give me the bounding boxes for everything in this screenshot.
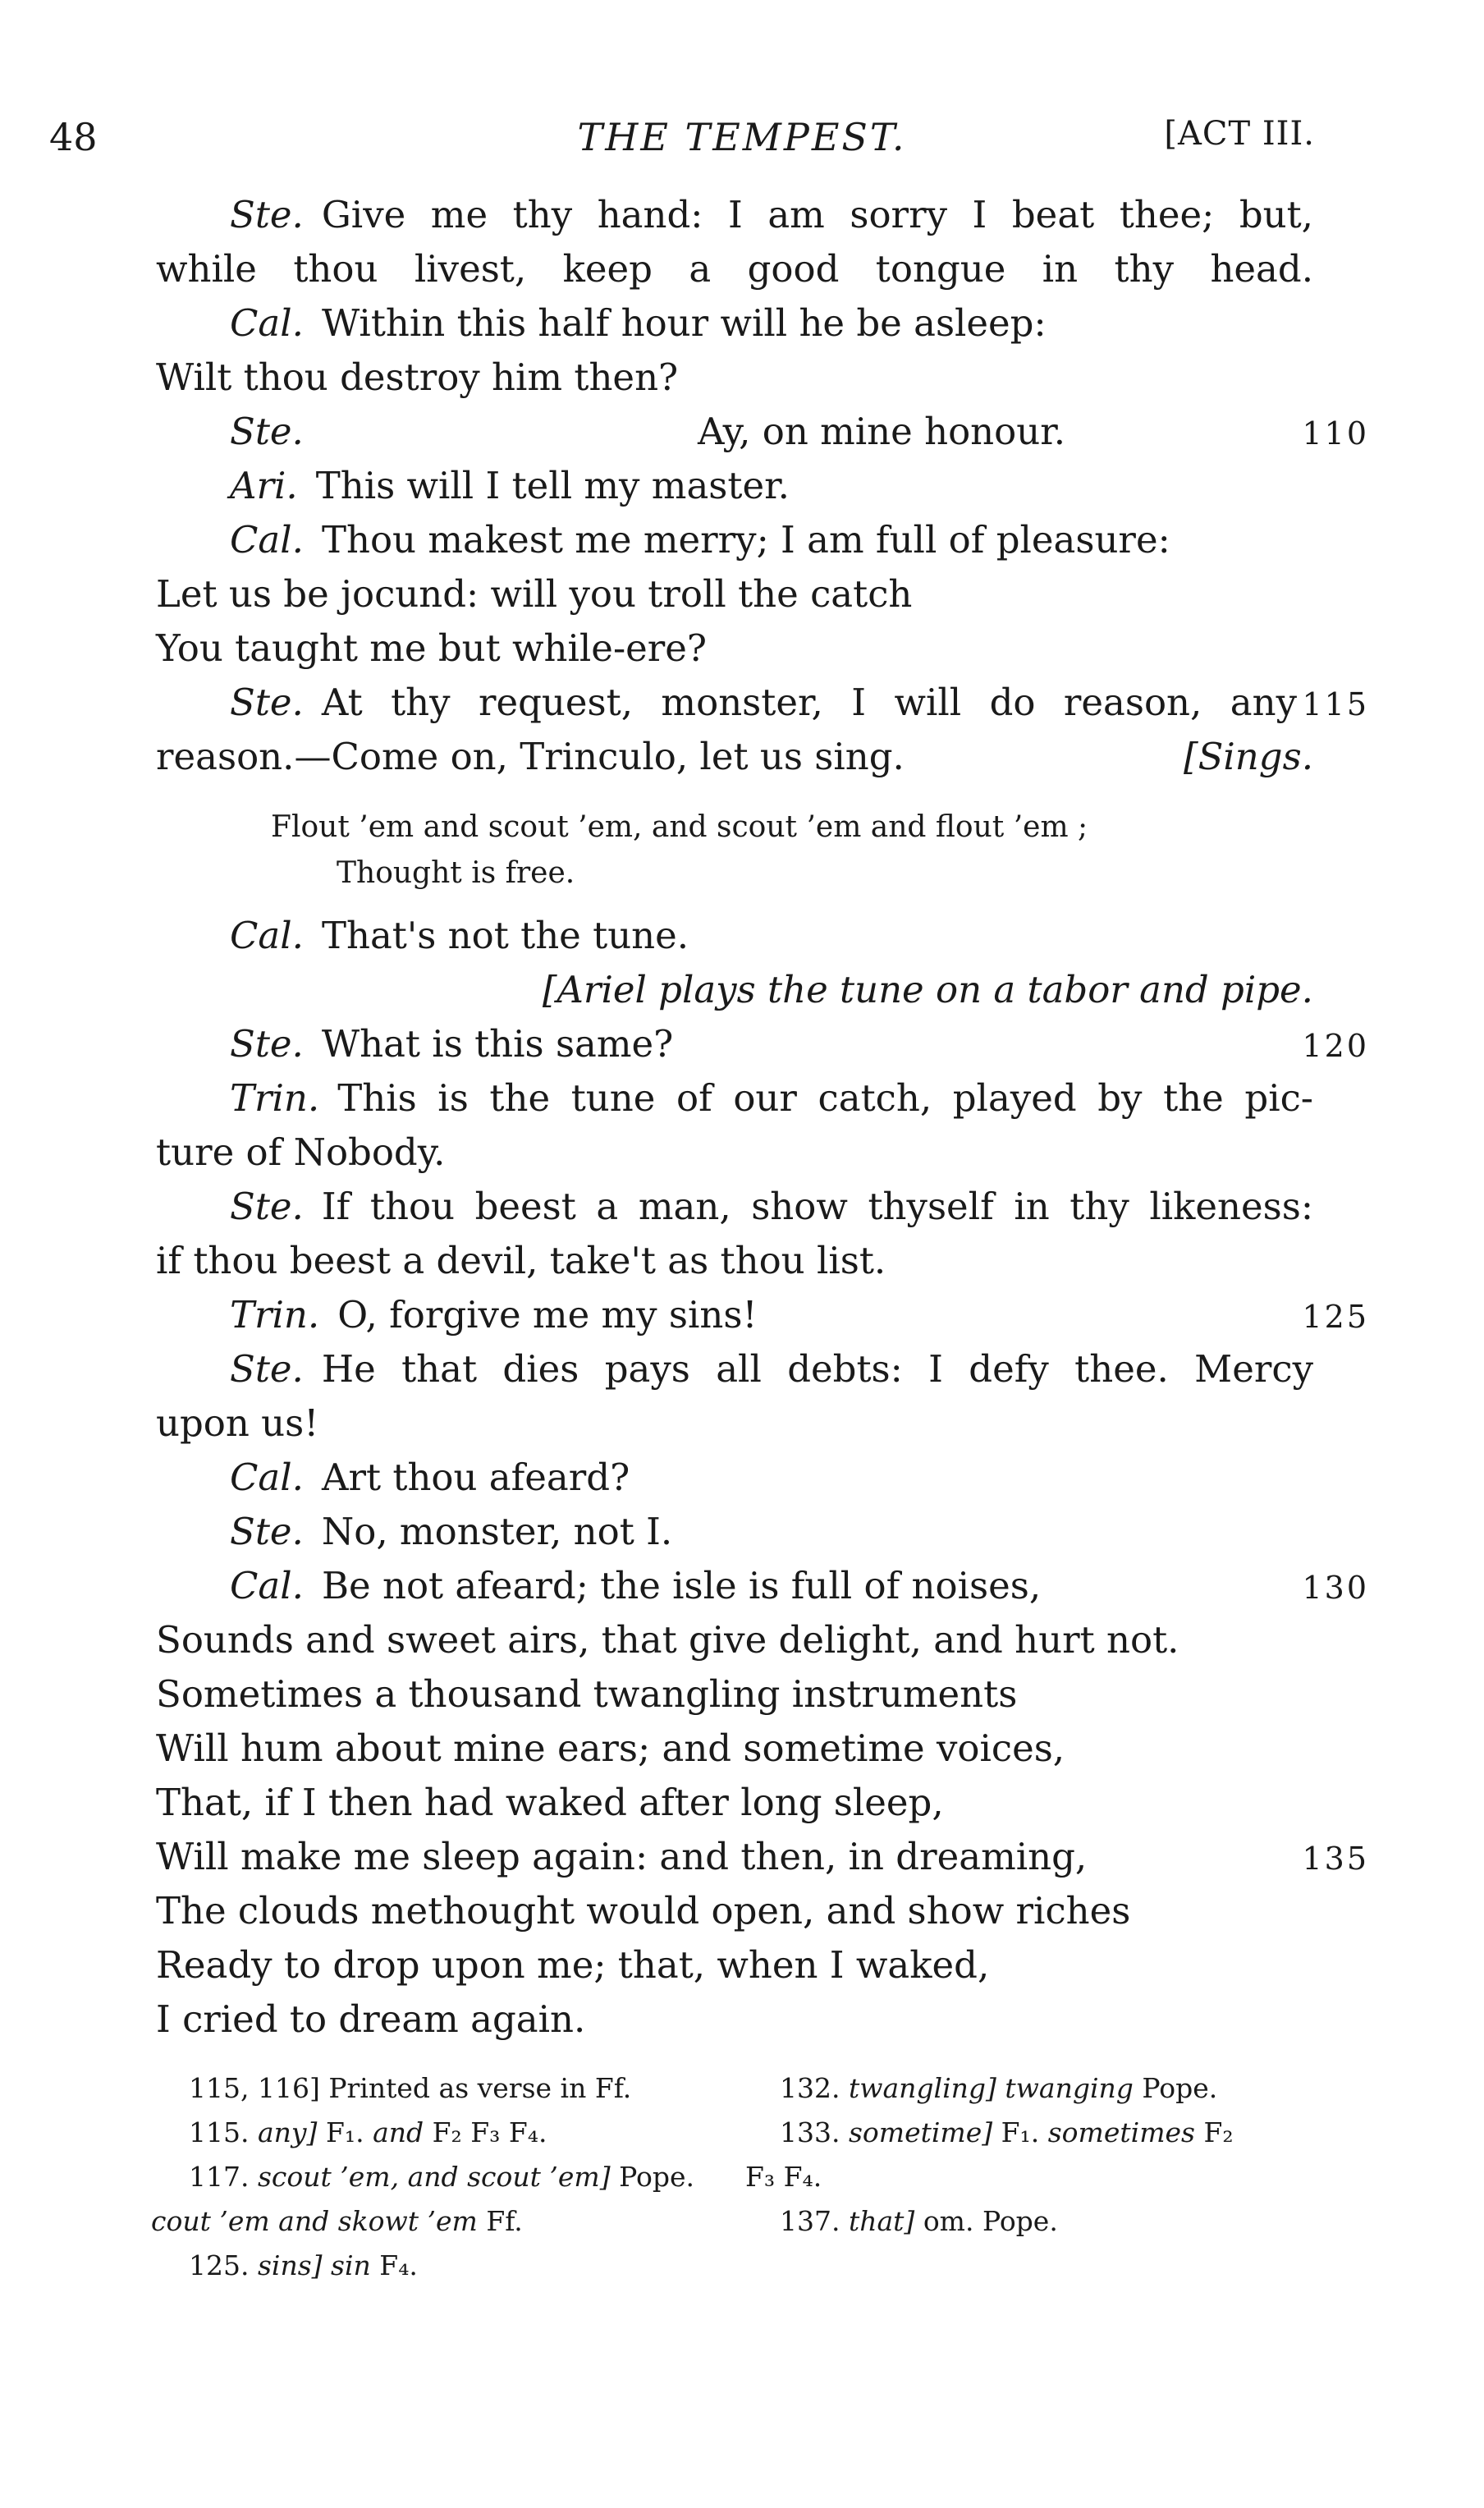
text-line: Trin. This is the tune of our catch, played by the pic- xyxy=(230,1076,1313,1120)
text-line: while thou livest, keep a good tongue in thy head. xyxy=(156,247,1313,291)
song-line: Flout ’em and scout ’em, and scout ’em and flout ’em ; xyxy=(271,810,1088,844)
text-line: I cried to dream again. xyxy=(156,1997,586,2041)
line-number: 135 xyxy=(1302,1841,1369,1877)
speaker: Trin. xyxy=(230,1293,320,1337)
speaker: Cal. xyxy=(230,301,304,345)
footnote: 117. scout ’em, and scout ’em] Pope. xyxy=(189,2161,694,2193)
speaker: Ste. xyxy=(230,1185,304,1228)
text-line: That, if I then had waked after long sleep, xyxy=(156,1781,944,1824)
speaker: Ste. xyxy=(230,1510,304,1553)
speaker: Ste. xyxy=(230,1022,304,1066)
footnote: cout ’em and skowt ’em Ff. xyxy=(151,2205,523,2237)
text-line: Ste. He that dies pays all debts: I defy thee. Mercy xyxy=(230,1347,1313,1391)
speaker: Cal. xyxy=(230,1564,304,1607)
running-header xyxy=(0,115,1484,172)
speaker: Ste. xyxy=(230,1347,304,1391)
footnote: 132. twangling] twanging Pope. xyxy=(780,2072,1218,2104)
line-number: 115 xyxy=(1302,686,1369,722)
text-line: Wilt thou destroy him then? xyxy=(156,355,679,399)
text-line: reason.—Come on, Trinculo, let us sing. [Sings. xyxy=(156,731,1313,783)
text-line: Ste. At thy request, monster, I will do reason, any xyxy=(230,681,1297,724)
line-number: 125 xyxy=(1302,1299,1369,1335)
text-line: Cal. Be not afeard; the isle is full of noises, xyxy=(230,1564,1042,1607)
text-line: Let us be jocund: will you troll the catch xyxy=(156,572,913,616)
line-number: 110 xyxy=(1302,415,1369,452)
text-line: if thou beest a devil, take't as thou list. xyxy=(156,1239,886,1282)
text-line: Trin. O, forgive me my sins! xyxy=(230,1293,758,1337)
text-line: Sounds and sweet airs, that give delight, and hurt not. xyxy=(156,1618,1179,1662)
text-line: Ste. If thou beest a man, show thyself in thy likeness: xyxy=(230,1185,1313,1228)
act-label: [ACT III. xyxy=(1164,115,1315,153)
text-line: Ste. Give me thy hand: I am sorry I beat thee; but, xyxy=(230,193,1313,236)
text-line: Sometimes a thousand twangling instruments xyxy=(156,1672,1018,1716)
text-line: Cal. Thou makest me merry; I am full of pleasure: xyxy=(230,518,1170,562)
speaker: Trin. xyxy=(230,1076,320,1120)
speaker: Cal. xyxy=(230,914,304,957)
running-title: THE TEMPEST. xyxy=(577,115,907,159)
text-line: Ste. No, monster, not I. xyxy=(230,1510,673,1553)
text-line: Cal. Art thou afeard? xyxy=(230,1456,630,1499)
text-line: Ste. Ay, on mine honour. xyxy=(230,410,1066,453)
text-line: Ari. This will I tell my master. xyxy=(230,464,790,507)
text-line: ture of Nobody. xyxy=(156,1130,446,1174)
footnote: 125. sins] sin F₄. xyxy=(189,2249,418,2281)
speaker: Ari. xyxy=(230,464,298,507)
speaker: Cal. xyxy=(230,518,304,562)
stage-direction: [Ariel plays the tune on a tabor and pipe. xyxy=(542,968,1313,1011)
song-line: Thought is free. xyxy=(337,856,575,890)
stage-direction: [Sings. xyxy=(1184,735,1313,778)
footnote: 115. any] F₁. and F₂ F₃ F₄. xyxy=(189,2116,547,2148)
footnote: 137. that] om. Pope. xyxy=(780,2205,1058,2237)
footnote: 115, 116] Printed as verse in Ff. xyxy=(189,2072,632,2104)
text-line: Will make me sleep again: and then, in dreaming, xyxy=(156,1835,1088,1878)
text-line: Cal. Within this half hour will he be asleep: xyxy=(230,301,1047,345)
speaker: Ste. xyxy=(230,410,304,453)
footnote: F₃ F₄. xyxy=(745,2161,822,2193)
text-line: The clouds methought would open, and show riches xyxy=(156,1889,1131,1933)
page-number: 48 xyxy=(49,115,98,159)
speaker: Cal. xyxy=(230,1456,304,1499)
text-line: Will hum about mine ears; and sometime voices, xyxy=(156,1726,1065,1770)
speaker: Ste. xyxy=(230,681,304,724)
text-line: Ste. What is this same? xyxy=(230,1022,674,1066)
line-number: 130 xyxy=(1302,1570,1369,1606)
text-line: You taught me but while-ere? xyxy=(156,626,708,670)
text-line: Ready to drop upon me; that, when I waked, xyxy=(156,1943,990,1987)
speaker: Ste. xyxy=(230,193,304,236)
footnote: 133. sometime] F₁. sometimes F₂ xyxy=(780,2116,1234,2148)
text-line: Cal. That's not the tune. xyxy=(230,914,689,957)
line-number: 120 xyxy=(1302,1028,1369,1064)
text-line: upon us! xyxy=(156,1401,319,1445)
